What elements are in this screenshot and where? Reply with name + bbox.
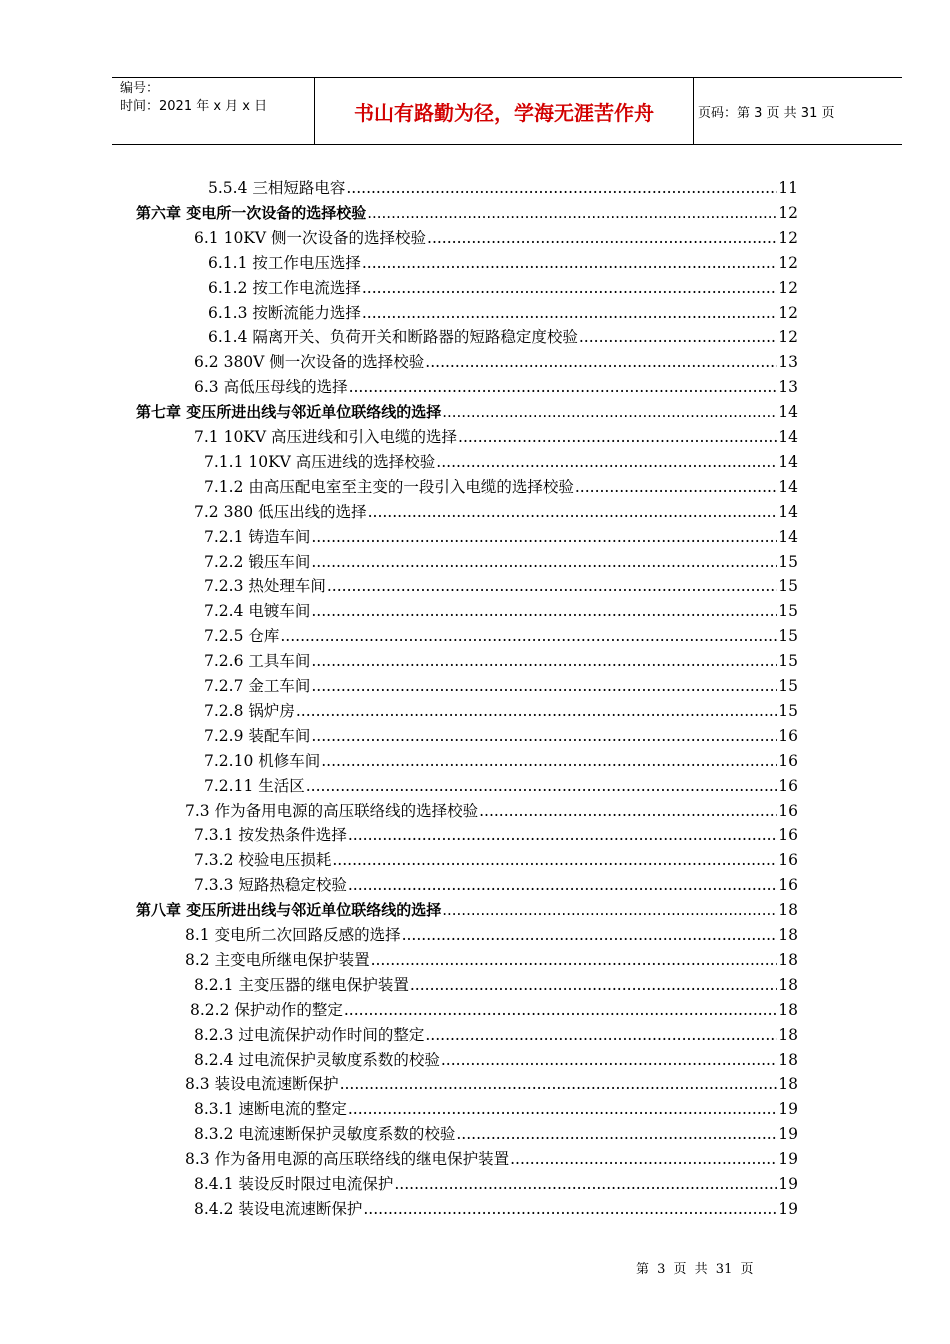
toc-entry[interactable] — [194, 425, 798, 449]
document-time-label: 时间：2021 年 x 月 x 日 — [120, 99, 268, 114]
toc-page-number: 14 — [778, 527, 798, 546]
toc-entry[interactable] — [194, 973, 798, 997]
toc-entry-title: 8.3 装设电流速断保护 — [185, 1075, 339, 1094]
toc-entry[interactable] — [204, 599, 798, 623]
toc-dot-leader — [348, 1097, 777, 1121]
toc-entry[interactable] — [204, 574, 798, 598]
toc-page-number: 16 — [778, 801, 798, 820]
toc-entry[interactable] — [190, 998, 798, 1022]
toc-entry-title: 第六章 变电所一次设备的选择校验 — [136, 203, 367, 222]
toc-entry-title: 6.3 高低压母线的选择 — [194, 378, 348, 397]
toc-entry[interactable] — [204, 699, 798, 723]
toc-entry-title: 6.1.4 隔离开关、负荷开关和断路器的短路稳定度校验 — [208, 328, 578, 347]
toc-entry-title: 7.2.3 热处理车间 — [204, 577, 326, 596]
toc-dot-leader — [306, 774, 778, 798]
toc-entry-title: 6.2 380V 侧一次设备的选择校验 — [194, 353, 425, 372]
toc-dot-leader — [311, 649, 777, 673]
toc-entry[interactable] — [194, 1048, 798, 1072]
document-number-label: 编号： — [120, 81, 160, 96]
toc-entry[interactable] — [194, 1197, 798, 1221]
toc-page-number: 15 — [778, 627, 798, 646]
toc-entry-title: 6.1 10KV 侧一次设备的选择校验 — [194, 228, 427, 247]
toc-entry[interactable] — [204, 649, 798, 673]
toc-page-number: 16 — [778, 826, 798, 845]
toc-page-number: 19 — [778, 1175, 798, 1193]
toc-dot-leader — [394, 1172, 777, 1196]
toc-entry[interactable] — [194, 1097, 798, 1121]
toc-dot-leader — [296, 699, 777, 723]
toc-entry-title: 第八章 变压所进出线与邻近单位联络线的选择 — [136, 901, 442, 920]
toc-page-number: 14 — [778, 452, 798, 471]
toc-dot-leader — [344, 998, 777, 1022]
toc-dot-leader — [579, 325, 777, 349]
toc-dot-leader — [311, 550, 777, 574]
toc-entry[interactable] — [194, 1023, 798, 1047]
toc-entry[interactable] — [194, 823, 798, 847]
toc-entry[interactable] — [194, 226, 798, 250]
toc-page-number: 15 — [778, 577, 798, 596]
toc-page-number: 19 — [778, 1125, 798, 1144]
toc-page-number: 14 — [778, 502, 798, 521]
toc-entry[interactable] — [185, 1147, 798, 1171]
toc-entry-title: 8.4.1 装设反时限过电流保护 — [194, 1175, 394, 1193]
toc-entry-title: 7.1.2 由高压配电室至主变的一段引入电缆的选择校验 — [204, 477, 574, 496]
toc-entry-title: 7.2.8 锅炉房 — [204, 701, 295, 720]
toc-entry-title: 8.3.2 电流速断保护灵敏度系数的校验 — [194, 1125, 456, 1144]
toc-page-number: 12 — [778, 228, 798, 247]
toc-dot-leader — [410, 973, 777, 997]
toc-entry[interactable] — [194, 350, 798, 374]
toc-dot-leader — [362, 251, 777, 275]
toc-dot-leader — [349, 375, 778, 399]
header-page-info: 页码：第 3 页 共 31 页 — [698, 105, 835, 121]
toc-entry-title: 第七章 变压所进出线与邻近单位联络线的选择 — [136, 403, 442, 422]
toc-entry[interactable] — [194, 848, 798, 872]
toc-chapter-entry[interactable] — [136, 201, 798, 225]
page-header — [112, 77, 902, 145]
toc-entry-title: 6.1.1 按工作电压选择 — [208, 253, 361, 272]
toc-dot-leader — [362, 276, 777, 300]
toc-page-number: 12 — [778, 303, 798, 322]
toc-page-number: 18 — [778, 901, 798, 920]
header-meta — [120, 80, 316, 142]
toc-dot-leader — [442, 400, 777, 424]
toc-dot-leader — [510, 1147, 777, 1171]
toc-dot-leader — [280, 624, 777, 648]
toc-dot-leader — [367, 201, 777, 225]
toc-entry[interactable] — [185, 948, 798, 972]
toc-page-number: 15 — [778, 602, 798, 621]
toc-page-number: 15 — [778, 552, 798, 571]
toc-entry[interactable] — [208, 301, 798, 325]
toc-entry[interactable] — [204, 525, 798, 549]
toc-entry-title: 7.2.10 机修车间 — [204, 751, 321, 770]
toc-entry-title: 7.3.3 短路热稳定校验 — [194, 876, 347, 895]
toc-chapter-entry[interactable] — [136, 898, 798, 922]
toc-page-number: 13 — [778, 378, 798, 397]
toc-dot-leader — [348, 873, 777, 897]
toc-dot-leader — [441, 1048, 777, 1072]
toc-dot-leader — [436, 450, 777, 474]
toc-page-number: 19 — [778, 1100, 798, 1119]
toc-page-number: 14 — [778, 403, 798, 422]
toc-dot-leader — [363, 1197, 777, 1221]
toc-entry[interactable] — [185, 923, 798, 947]
toc-entry-title: 8.3 作为备用电源的高压联络线的继电保护装置 — [185, 1150, 510, 1169]
toc-page-number: 18 — [778, 926, 798, 944]
toc-page-number: 19 — [778, 1150, 798, 1169]
toc-entry-title: 6.1.2 按工作电流选择 — [208, 278, 361, 297]
toc-dot-leader — [442, 898, 777, 922]
toc-entry[interactable] — [204, 475, 798, 499]
toc-entry-title: 7.2.6 工具车间 — [204, 652, 311, 671]
toc-dot-leader — [458, 425, 777, 449]
toc-entry[interactable] — [204, 450, 798, 474]
toc-page-number: 16 — [778, 851, 798, 870]
toc-dot-leader — [348, 823, 777, 847]
toc-dot-leader — [311, 599, 777, 623]
toc-dot-leader — [340, 1072, 778, 1096]
toc-entry[interactable] — [208, 325, 798, 349]
toc-dot-leader — [311, 525, 777, 549]
toc-dot-leader — [427, 226, 777, 250]
toc-entry[interactable] — [185, 1072, 798, 1096]
toc-page-number: 16 — [778, 726, 798, 745]
toc-dot-leader — [479, 799, 777, 823]
toc-dot-leader — [311, 674, 777, 698]
toc-entry[interactable] — [194, 500, 798, 524]
toc-entry[interactable] — [204, 749, 798, 773]
toc-page-number: 14 — [778, 428, 798, 446]
toc-page-number: 15 — [778, 677, 798, 695]
toc-entry[interactable] — [208, 251, 798, 275]
toc-entry-title: 7.2.7 金工车间 — [204, 677, 311, 695]
toc-entry-title: 8.3.1 速断电流的整定 — [194, 1100, 347, 1119]
toc-page-number: 18 — [778, 1050, 798, 1069]
toc-entry-title: 7.1.1 10KV 高压进线的选择校验 — [204, 452, 436, 471]
toc-entry-title: 7.2.11 生活区 — [204, 776, 305, 795]
toc-page-number: 12 — [778, 253, 798, 272]
toc-entry[interactable] — [185, 799, 798, 823]
toc-page-number: 16 — [778, 751, 798, 770]
toc-entry-title: 8.2.2 保护动作的整定 — [190, 1000, 343, 1019]
toc-page-number: 19 — [778, 1199, 798, 1218]
toc-entry-title: 8.2.4 过电流保护灵敏度系数的校验 — [194, 1050, 440, 1069]
toc-entry-title: 8.2.3 过电流保护动作时间的整定 — [194, 1025, 425, 1044]
toc-page-number: 15 — [778, 701, 798, 720]
toc-entry[interactable] — [204, 774, 798, 798]
toc-page-number: 14 — [778, 477, 798, 496]
toc-page-number: 18 — [778, 1000, 798, 1019]
toc-dot-leader — [332, 848, 777, 872]
toc-page-number: 18 — [778, 1025, 798, 1044]
toc-entry-title: 7.3.1 按发热条件选择 — [194, 826, 347, 845]
toc-entry[interactable] — [204, 624, 798, 648]
toc-entry-title: 8.2 主变电所继电保护装置 — [185, 950, 370, 969]
toc-entry[interactable] — [194, 873, 798, 897]
toc-page-number: 12 — [778, 328, 798, 347]
toc-dot-leader — [425, 350, 777, 374]
toc-page-number: 12 — [778, 203, 798, 222]
toc-dot-leader — [362, 301, 777, 325]
toc-entry-title: 7.3 作为备用电源的高压联络线的选择校验 — [185, 801, 479, 820]
header-motto: 书山有路勤为径，学海无涯苦作舟 — [314, 78, 694, 144]
toc-page-number: 12 — [778, 278, 798, 297]
toc-page-number: 16 — [778, 776, 798, 795]
toc-entry-title: 7.2.9 装配车间 — [204, 726, 311, 745]
toc-dot-leader — [575, 475, 777, 499]
toc-page-number: 11 — [778, 179, 798, 197]
toc-page-number: 13 — [778, 353, 798, 372]
toc-dot-leader — [327, 574, 777, 598]
toc-page-number: 18 — [778, 1075, 798, 1094]
toc-entry-title: 5.5.4 三相短路电容 — [208, 179, 346, 197]
toc-dot-leader — [425, 1023, 777, 1047]
toc-entry-title: 7.2.5 仓库 — [204, 627, 280, 646]
toc-dot-leader — [371, 948, 778, 972]
toc-page-number: 15 — [778, 652, 798, 671]
toc-dot-leader — [368, 500, 778, 524]
toc-entry-title: 7.1 10KV 高压进线和引入电缆的选择 — [194, 428, 458, 446]
toc-dot-leader — [311, 724, 777, 748]
toc-dot-leader — [346, 176, 777, 200]
toc-dot-leader — [456, 1122, 777, 1146]
toc-entry-title: 7.2.2 锻压车间 — [204, 552, 311, 571]
toc-page-number: 18 — [778, 975, 798, 994]
toc-entry-title: 8.4.2 装设电流速断保护 — [194, 1199, 363, 1218]
toc-entry-title: 7.2 380 低压出线的选择 — [194, 502, 367, 521]
toc-dot-leader — [402, 923, 778, 947]
toc-entry-title: 7.2.4 电镀车间 — [204, 602, 311, 621]
toc-entry[interactable] — [194, 1172, 798, 1196]
toc-entry[interactable] — [194, 1122, 798, 1146]
toc-entry[interactable] — [208, 176, 798, 200]
toc-page-number: 18 — [778, 950, 798, 969]
toc-entry[interactable] — [194, 375, 798, 399]
toc-entry-title: 7.2.1 铸造车间 — [204, 527, 311, 546]
toc-entry-title: 8.1 变电所二次回路反感的选择 — [185, 926, 401, 944]
toc-chapter-entry[interactable] — [136, 400, 798, 424]
toc-entry-title: 8.2.1 主变压器的继电保护装置 — [194, 975, 409, 994]
toc-entry[interactable] — [208, 276, 798, 300]
toc-entry-title: 7.3.2 校验电压损耗 — [194, 851, 332, 870]
toc-entry-title: 6.1.3 按断流能力选择 — [208, 303, 361, 322]
toc-entry[interactable] — [204, 674, 798, 698]
toc-entry[interactable] — [204, 550, 798, 574]
toc-dot-leader — [321, 749, 777, 773]
page-footer: 第 3 页 共 31 页 — [636, 1262, 754, 1277]
toc-page-number: 16 — [778, 876, 798, 895]
toc-entry[interactable] — [204, 724, 798, 748]
